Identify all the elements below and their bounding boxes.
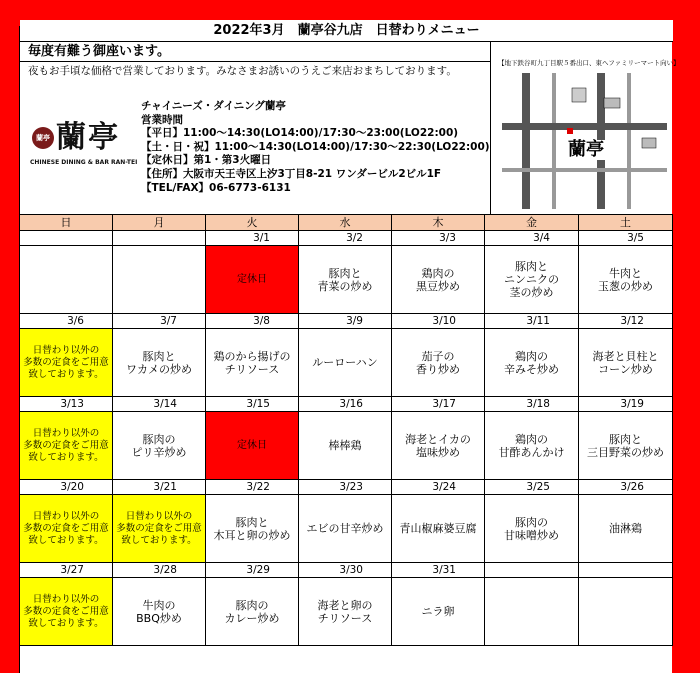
menu-text: 棒棒鶏 bbox=[328, 439, 362, 452]
date-cell: 3/19 bbox=[579, 397, 673, 412]
menu-cell bbox=[485, 246, 579, 314]
menu-row bbox=[20, 246, 673, 314]
closed-day-cell bbox=[206, 246, 299, 314]
date-cell: 3/16 bbox=[299, 397, 392, 412]
menu-row bbox=[20, 578, 673, 646]
menu-cell bbox=[579, 412, 673, 480]
day-tue: 火 bbox=[206, 215, 299, 231]
menu-cell bbox=[20, 246, 113, 314]
date-row bbox=[20, 231, 673, 246]
notice-cell bbox=[113, 495, 206, 563]
menu-cell bbox=[485, 329, 579, 397]
calendar bbox=[20, 214, 673, 646]
date-cell bbox=[485, 563, 579, 578]
date-cell: 3/12 bbox=[579, 314, 673, 329]
greeting: 毎度有難う御座います。 bbox=[20, 42, 491, 62]
address: 【住所】大阪市天王寺区上汐3丁目8-21 ワンダービル2ビル1F bbox=[141, 167, 442, 180]
date-cell bbox=[113, 231, 206, 246]
menu-cell bbox=[113, 578, 206, 646]
date-cell: 3/5 bbox=[579, 231, 673, 246]
menu-cell bbox=[206, 495, 299, 563]
menu-cell bbox=[485, 578, 579, 646]
menu-cell bbox=[113, 246, 206, 314]
menu-text: 日替わり以外の 多数の定食をご用意 致しております。 bbox=[23, 344, 109, 380]
notice-cell bbox=[20, 329, 113, 397]
date-cell: 3/20 bbox=[20, 480, 113, 495]
menu-cell bbox=[206, 578, 299, 646]
logo-mark: 蘭亭 bbox=[56, 120, 120, 155]
menu-text: 鶏肉の 辛みそ炒め bbox=[504, 349, 559, 376]
menu-cell bbox=[299, 246, 392, 314]
date-cell: 3/14 bbox=[113, 397, 206, 412]
menu-cell bbox=[113, 412, 206, 480]
hours-title: 営業時間 bbox=[141, 113, 183, 126]
menu-text: 牛肉と 玉葱の炒め bbox=[598, 266, 653, 293]
menu-cell bbox=[299, 578, 392, 646]
tel: 【TEL/FAX】06-6773-6131 bbox=[141, 181, 291, 194]
date-cell: 3/9 bbox=[299, 314, 392, 329]
day-mon: 月 bbox=[113, 215, 206, 231]
menu-cell bbox=[392, 329, 485, 397]
date-cell: 3/28 bbox=[113, 563, 206, 578]
menu-cell bbox=[579, 246, 673, 314]
menu-cell bbox=[579, 329, 673, 397]
menu-cell bbox=[485, 412, 579, 480]
date-cell: 3/30 bbox=[299, 563, 392, 578]
notice-cell bbox=[20, 495, 113, 563]
menu-text: 海老と貝柱と コーン炒め bbox=[592, 349, 659, 376]
menu-row bbox=[20, 329, 673, 397]
date-cell: 3/22 bbox=[206, 480, 299, 495]
menu-cell bbox=[206, 329, 299, 397]
map-shop-label: 蘭亭 bbox=[568, 139, 604, 160]
date-cell: 3/21 bbox=[113, 480, 206, 495]
logo-subtitle: CHINESE DINING & BAR RAN-TEI bbox=[30, 159, 138, 166]
menu-text: 豚肉の カレー炒め bbox=[224, 598, 280, 625]
date-cell: 3/3 bbox=[392, 231, 485, 246]
date-cell: 3/6 bbox=[20, 314, 113, 329]
page-title: 2022年3月 蘭亭谷九店 日替わりメニュー bbox=[20, 20, 673, 42]
welcome-text: 夜もお手頃な価格で営業しております。みなさまお誘いのうえご来店おまちしております。 bbox=[28, 65, 457, 77]
day-header-row bbox=[20, 215, 673, 231]
menu-cell bbox=[392, 246, 485, 314]
date-row bbox=[20, 314, 673, 329]
menu-text: 豚肉の ピリ辛炒め bbox=[131, 432, 187, 459]
date-cell: 3/15 bbox=[206, 397, 299, 412]
menu-text: 豚肉と 三目野菜の炒め bbox=[587, 432, 664, 459]
menu-text: 牛肉の BBQ炒め bbox=[136, 598, 182, 625]
date-cell bbox=[20, 231, 113, 246]
menu-text: 豚肉と ワカメの炒め bbox=[126, 349, 192, 376]
day-sat: 土 bbox=[579, 215, 673, 231]
menu-text: 青山椒麻婆豆腐 bbox=[399, 522, 477, 535]
date-cell: 3/11 bbox=[485, 314, 579, 329]
date-row bbox=[20, 397, 673, 412]
date-cell: 3/1 bbox=[206, 231, 299, 246]
menu-cell bbox=[113, 329, 206, 397]
date-cell: 3/18 bbox=[485, 397, 579, 412]
menu-text: 豚肉と 青菜の炒め bbox=[317, 266, 373, 293]
menu-text: 定休日 bbox=[237, 440, 267, 451]
date-cell: 3/10 bbox=[392, 314, 485, 329]
date-cell: 3/23 bbox=[299, 480, 392, 495]
closed-days: 【定休日】第1・第3火曜日 bbox=[141, 154, 272, 167]
hours-weekday: 【平日】11:00～14:30(LO14:00)/17:30～23:00(LO22:00) bbox=[141, 127, 459, 140]
date-cell: 3/7 bbox=[113, 314, 206, 329]
closed-day-cell bbox=[206, 412, 299, 480]
menu-cell bbox=[299, 329, 392, 397]
hours-weekend: 【土・日・祝】11:00～14:30(LO14:00)/17:30～22:30(LO22:00) bbox=[141, 140, 490, 153]
access-map bbox=[492, 56, 680, 214]
menu-text: 鶏のから揚げの チリソース bbox=[213, 349, 291, 376]
menu-cell bbox=[299, 412, 392, 480]
shop-name: チャイニーズ・ダイニング蘭亭 bbox=[141, 100, 286, 112]
menu-text: 日替わり以外の 多数の定食をご用意 致しております。 bbox=[116, 510, 202, 546]
menu-cell bbox=[392, 578, 485, 646]
weeks bbox=[20, 231, 673, 646]
menu-row bbox=[20, 495, 673, 563]
notice-cell bbox=[20, 578, 113, 646]
date-cell: 3/17 bbox=[392, 397, 485, 412]
date-row bbox=[20, 480, 673, 495]
menu-row bbox=[20, 412, 673, 480]
map-caption: 【地下鉄谷町九丁目駅５番出口、東へファミリーマート向い】 bbox=[498, 59, 680, 67]
shop-info bbox=[141, 100, 490, 195]
day-sun: 日 bbox=[20, 215, 113, 231]
menu-cell bbox=[299, 495, 392, 563]
menu-text: 日替わり以外の 多数の定食をご用意 致しております。 bbox=[23, 427, 109, 463]
menu-cell bbox=[579, 495, 673, 563]
date-cell: 3/4 bbox=[485, 231, 579, 246]
date-row bbox=[20, 563, 673, 578]
menu-text: 海老と卵の チリソース bbox=[317, 598, 373, 625]
menu-cell bbox=[392, 495, 485, 563]
menu-sheet bbox=[19, 23, 680, 673]
logo-seal: 蘭亭 bbox=[32, 127, 54, 149]
menu-text: 定休日 bbox=[237, 274, 267, 285]
date-cell: 3/24 bbox=[392, 480, 485, 495]
day-fri: 金 bbox=[485, 215, 579, 231]
day-wed: 水 bbox=[299, 215, 392, 231]
menu-text: 豚肉と 木耳と卵の炒め bbox=[213, 515, 291, 542]
menu-cell bbox=[485, 495, 579, 563]
notice-cell bbox=[20, 412, 113, 480]
menu-text: 日替わり以外の 多数の定食をご用意 致しております。 bbox=[23, 593, 109, 629]
menu-text: 茄子の 香り炒め bbox=[416, 349, 460, 376]
date-cell: 3/31 bbox=[392, 563, 485, 578]
menu-text: 日替わり以外の 多数の定食をご用意 致しております。 bbox=[23, 510, 109, 546]
date-cell: 3/27 bbox=[20, 563, 113, 578]
menu-text: 油淋鶏 bbox=[609, 522, 642, 535]
date-cell: 3/26 bbox=[579, 480, 673, 495]
menu-cell bbox=[392, 412, 485, 480]
day-thu: 木 bbox=[392, 215, 485, 231]
date-cell: 3/29 bbox=[206, 563, 299, 578]
menu-cell bbox=[579, 578, 673, 646]
date-cell bbox=[579, 563, 673, 578]
date-cell: 3/25 bbox=[485, 480, 579, 495]
menu-text: 鶏肉の 甘酢あんかけ bbox=[498, 432, 565, 459]
date-cell: 3/13 bbox=[20, 397, 113, 412]
menu-text: 海老とイカの 塩味炒め bbox=[405, 432, 471, 459]
menu-text: 豚肉と ニンニクの 茎の炒め bbox=[504, 260, 559, 299]
shop-logo bbox=[28, 120, 138, 173]
date-cell: 3/8 bbox=[206, 314, 299, 329]
menu-text: 豚肉の 甘味噌炒め bbox=[504, 515, 559, 542]
menu-text: ルーローハン bbox=[312, 356, 378, 369]
menu-text: ニラ卵 bbox=[421, 605, 455, 618]
menu-text: 鶏肉の 黒豆炒め bbox=[416, 266, 460, 293]
menu-text: エビの甘辛炒め bbox=[306, 522, 384, 535]
date-cell: 3/2 bbox=[299, 231, 392, 246]
